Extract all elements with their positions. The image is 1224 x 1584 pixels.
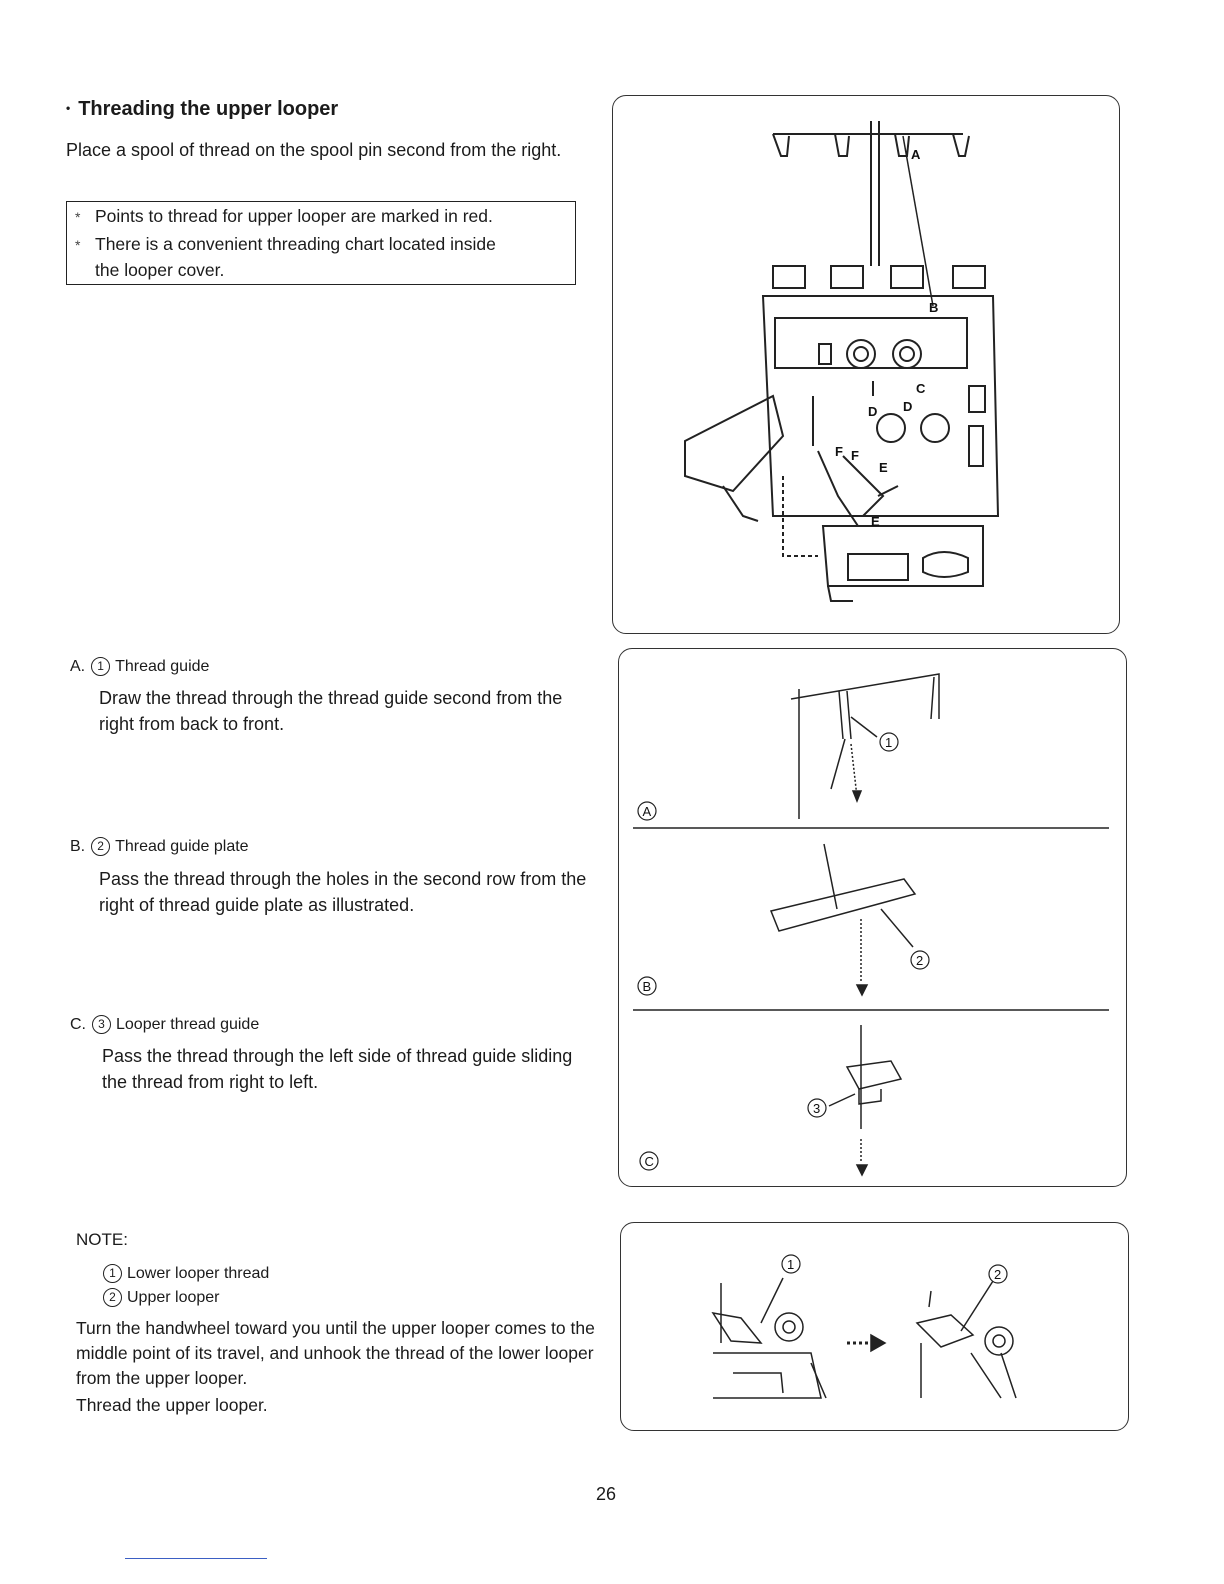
notes-box-item: * There is a convenient threading chart located inside bbox=[75, 234, 496, 254]
label-d: D bbox=[903, 399, 913, 414]
label-b: B bbox=[929, 300, 939, 315]
notes-box-item: * Points to thread for upper looper are marked in red. bbox=[75, 206, 493, 226]
step-b-body: Pass the thread through the holes in the second row from the right of thread guide plate as illustrated. bbox=[99, 869, 587, 915]
note-item: 2 Upper looper bbox=[103, 1288, 220, 1307]
label-c: C bbox=[916, 381, 926, 396]
step-c-label: C. 3 Looper thread guide bbox=[70, 1016, 260, 1033]
section-heading bbox=[66, 98, 338, 121]
section-c-marker: C bbox=[644, 1154, 654, 1169]
section-a-marker: A bbox=[642, 804, 652, 819]
step-b-label: B. 2 Thread guide plate bbox=[70, 838, 249, 855]
detail-illustration bbox=[619, 649, 1128, 1188]
notes-box bbox=[66, 201, 576, 285]
step-a-label: A. 1 Thread guide bbox=[70, 658, 210, 675]
note-paragraph: Turn the handwheel toward you until the upper looper comes to the middle point of its travel, and unhook the thread of the lower looper from the upper looper. Thread the upper looper. bbox=[76, 1316, 596, 1418]
intro-paragraph: Place a spool of thread on the spool pin second from the right. bbox=[66, 140, 562, 160]
step-a-body: Draw the thread through the thread guide second from the right from back to front. bbox=[99, 688, 563, 734]
page-number: 26 bbox=[596, 1484, 617, 1504]
label-e: E bbox=[879, 460, 888, 475]
step-c-body: Pass the thread through the left side of thread guide sliding the thread from right to left. bbox=[102, 1046, 573, 1092]
machine-figure bbox=[612, 95, 1120, 634]
detail-section-markers bbox=[638, 802, 658, 1170]
note-title: NOTE: bbox=[76, 1230, 128, 1249]
detail-callouts bbox=[808, 733, 929, 1117]
notes-box-item: the looper cover. bbox=[95, 260, 225, 280]
label-f: F bbox=[835, 444, 843, 459]
label-f: F bbox=[851, 448, 859, 463]
callout-number: 2 bbox=[91, 837, 110, 856]
label-d: D bbox=[868, 404, 878, 419]
heading-title: Threading the upper looper bbox=[78, 98, 339, 120]
callout-2: 2 bbox=[994, 1267, 1002, 1282]
looper-illustration bbox=[621, 1223, 1130, 1432]
callout-number: 1 bbox=[91, 657, 110, 676]
looper-figure bbox=[620, 1222, 1129, 1431]
callout-2: 2 bbox=[916, 953, 924, 968]
callout-1: 1 bbox=[885, 735, 893, 750]
footer-rule bbox=[125, 1558, 267, 1559]
section-b-marker: B bbox=[642, 979, 652, 994]
machine-illustration bbox=[613, 96, 1121, 635]
callout-1: 1 bbox=[787, 1257, 795, 1272]
heading-bullet: • bbox=[66, 101, 71, 115]
detail-figure bbox=[618, 648, 1127, 1187]
label-a: A bbox=[911, 147, 921, 162]
label-e: E bbox=[871, 514, 880, 529]
callout-3: 3 bbox=[813, 1101, 821, 1116]
looper-callouts bbox=[782, 1255, 1007, 1283]
callout-number: 3 bbox=[92, 1015, 111, 1034]
note-item: 1 Lower looper thread bbox=[103, 1264, 269, 1283]
note-final: Thread the upper looper. bbox=[76, 1395, 268, 1415]
machine-labels bbox=[835, 147, 938, 529]
